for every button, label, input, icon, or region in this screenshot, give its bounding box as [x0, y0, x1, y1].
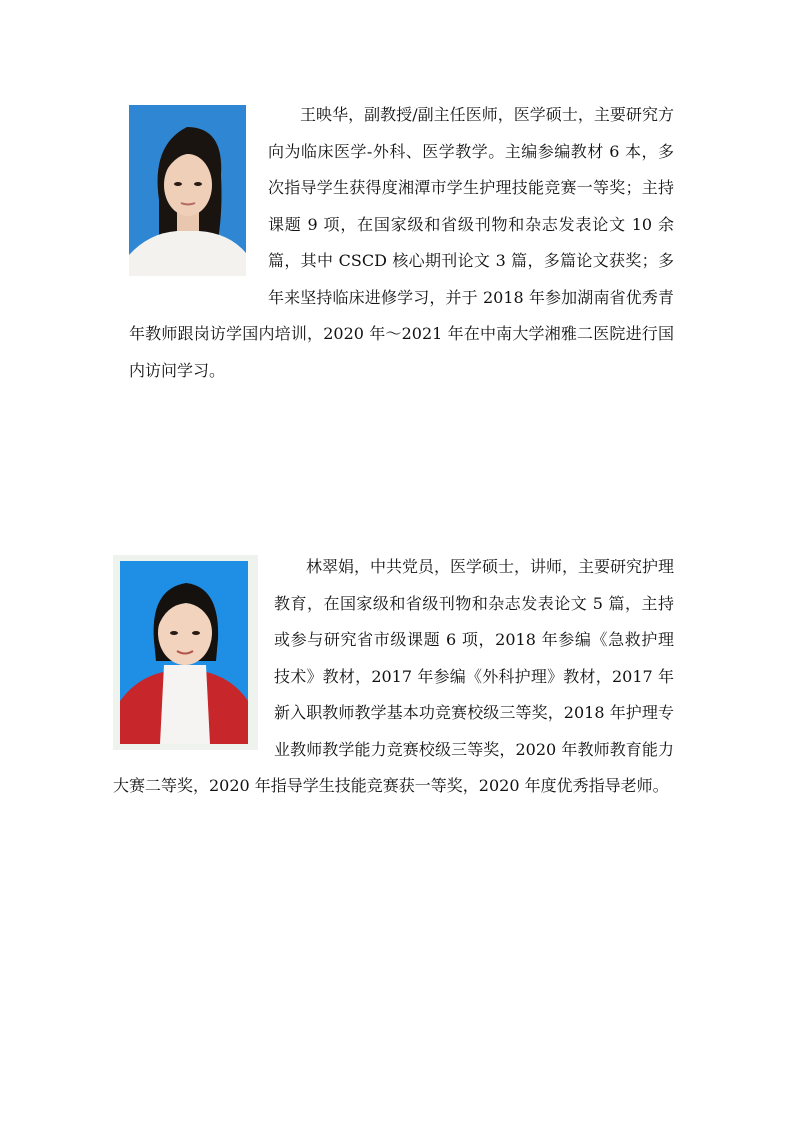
photo-spacer	[113, 549, 274, 759]
profile-bio-2	[113, 549, 674, 805]
bio-text-2: 林翠娟，中共党员，医学硕士，讲师，主要研究护理教育，在国家级和省级刊物和杂志发表论文 5 篇，主持或参与研究省市级课题 6 项，2018 年参编《急救护理技术》教材，2017 年参编《外科护理》教材，2017 年新入职教师教学基本功竞赛校级三等奖，2018 年护理专业教师教学能力竞赛校级三等奖，2020 年教师教育能力大赛二等奖，2020 年指导学生技能竞赛获一等奖，2020 年度优秀指导老师。	[113, 557, 675, 795]
profile-bio-1	[129, 97, 674, 389]
bio-text-1: 王映华，副教授/副主任医师，医学硕士，主要研究方向为临床医学-外科、医学教学。主编参编教材 6 本，多次指导学生获得度湘潭市学生护理技能竞赛一等奖；主持课题 9 项，在国家级和省级刊物和杂志发表论文 10 余篇，其中 CSCD 核心期刊论文 3 篇，多篇论文获奖；多年来坚持临床进修学习，并于 2018 年参加湖南省优秀青年教师跟岗访学国内培训，2020 年～2021 年在中南大学湘雅二医院进行国内访问学习。	[129, 105, 674, 380]
photo-spacer	[129, 97, 268, 280]
